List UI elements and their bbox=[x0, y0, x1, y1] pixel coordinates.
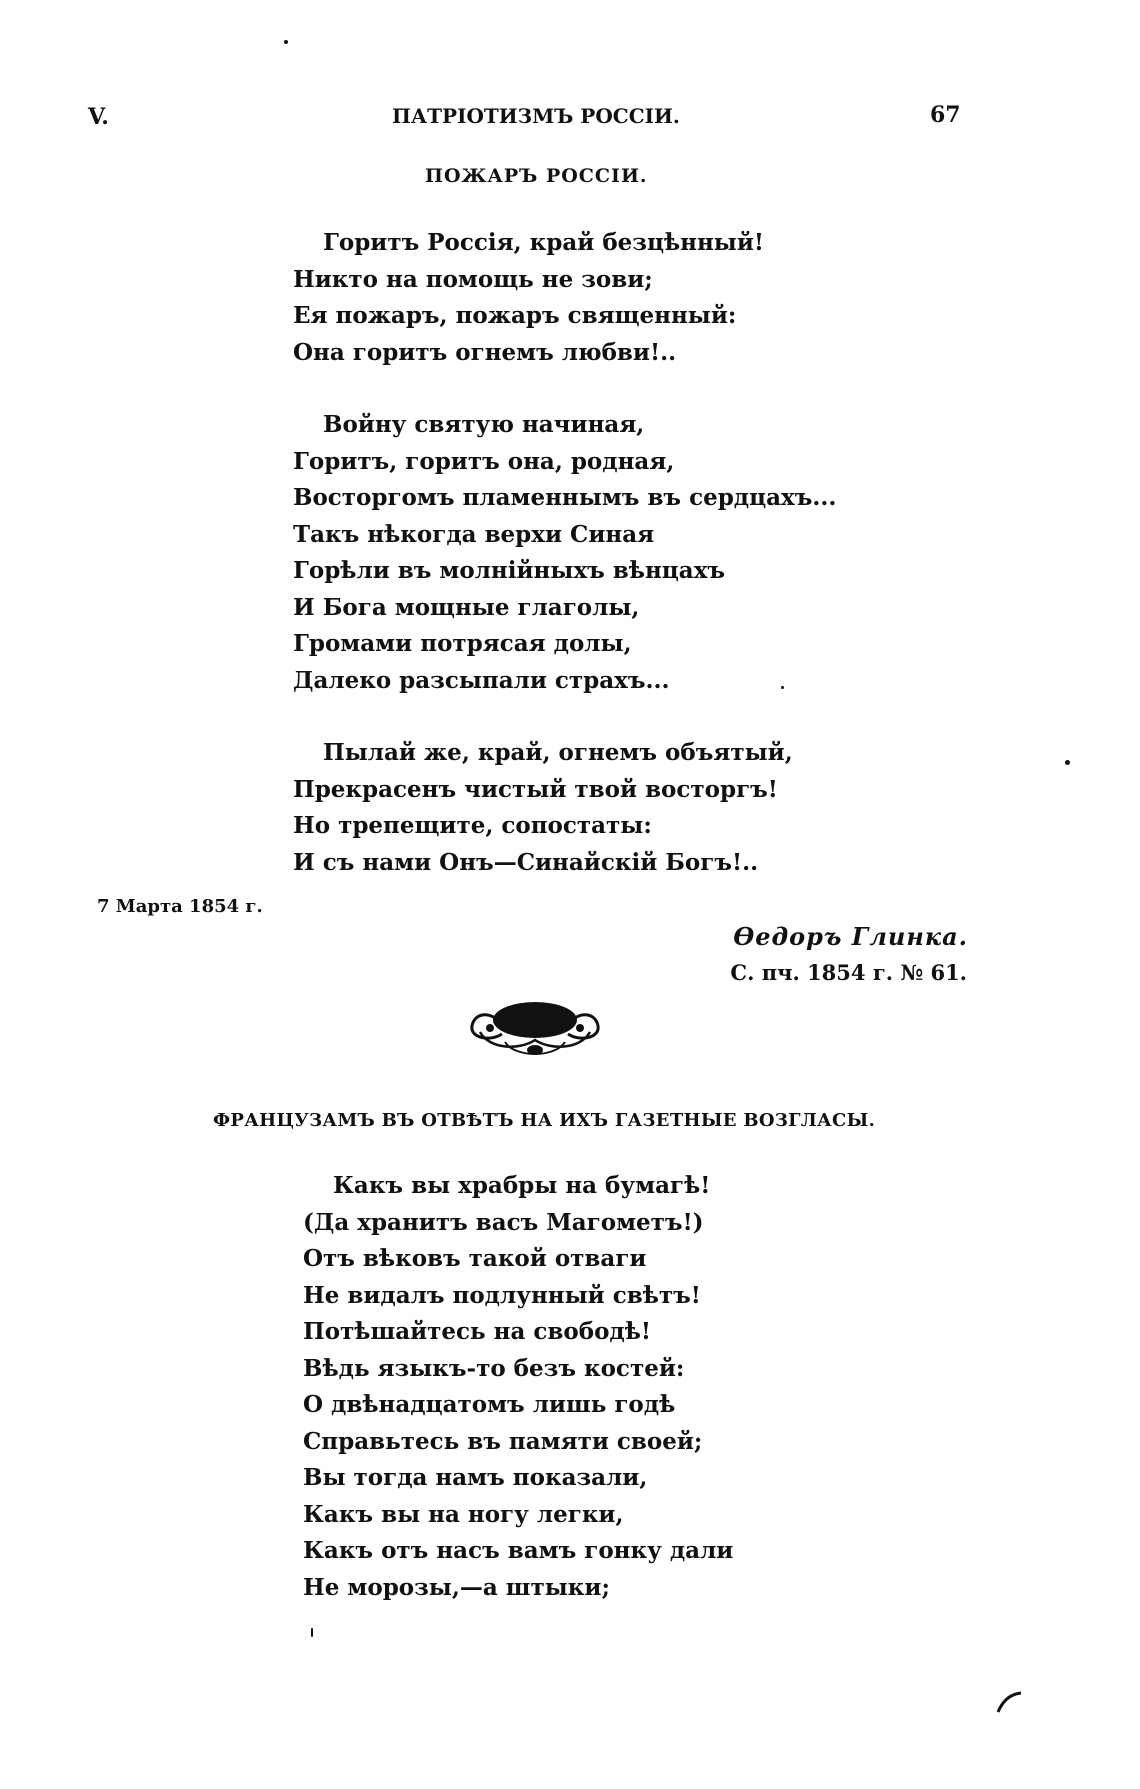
verse-line: И Бога мощные глаголы, bbox=[293, 593, 640, 621]
scan-speck bbox=[1065, 760, 1070, 765]
verse-line: Пылай же, край, огнемъ объятый, bbox=[323, 739, 793, 766]
verse-line: И съ нами Онъ—Синайскій Богъ!.. bbox=[293, 848, 759, 876]
verse-line: Вы тогда намъ показали, bbox=[303, 1464, 648, 1491]
verse-line: Справьтесь въ памяти своей; bbox=[303, 1427, 703, 1455]
verse-line: Вѣдь языкъ-то безъ костей: bbox=[303, 1354, 685, 1382]
verse-line: Горѣли въ молнійныхъ вѣнцахъ bbox=[293, 557, 726, 584]
section-number: V. bbox=[88, 104, 109, 130]
scan-speck bbox=[311, 1628, 313, 1637]
verse-line: Потѣшайтесь на свободѣ! bbox=[303, 1318, 652, 1345]
poem-title: ФРАНЦУЗАМЪ ВЪ ОТВѢТЪ НА ИХЪ ГАЗЕТНЫЕ ВОЗГЛАСЫ. bbox=[213, 1110, 876, 1131]
floral-vignette-icon bbox=[460, 992, 610, 1062]
poem-body bbox=[293, 225, 836, 917]
verse-line: Никто на помощь не зови; bbox=[293, 265, 653, 293]
poem-author: Ѳедоръ Глинка. bbox=[733, 922, 968, 951]
verse-line: Горитъ, горитъ она, родная, bbox=[293, 447, 675, 475]
verse-line: Восторгомъ пламеннымъ въ сердцахъ... bbox=[293, 484, 837, 511]
verse-line: Горитъ Россія, край безцѣнный! bbox=[323, 229, 765, 256]
stanza bbox=[293, 407, 836, 699]
stanza bbox=[293, 225, 836, 371]
poem-source: С. пч. 1854 г. № 61. bbox=[730, 960, 967, 985]
verse-line: Какъ вы храбры на бумагѣ! bbox=[333, 1172, 711, 1199]
stanza bbox=[293, 735, 836, 881]
poem-body bbox=[303, 1168, 733, 1606]
scan-mark bbox=[995, 1690, 1025, 1714]
scan-speck bbox=[284, 40, 288, 44]
poem-title: ПОЖАРЪ РОССІИ. bbox=[425, 165, 648, 187]
page-number: 67 bbox=[930, 102, 961, 128]
running-title: ПАТРІОТИЗМЪ РОССІИ. bbox=[392, 104, 680, 128]
verse-line: Войну святую начиная, bbox=[323, 411, 645, 438]
verse-line: (Да хранитъ васъ Магометъ!) bbox=[303, 1208, 704, 1236]
verse-line: Не видалъ подлунный свѣтъ! bbox=[303, 1281, 701, 1309]
verse-line: Такъ нѣкогда верхи Синая bbox=[293, 520, 655, 548]
verse-line: Ея пожаръ, пожаръ священный: bbox=[293, 302, 737, 329]
verse-line: Какъ вы на ногу легки, bbox=[303, 1500, 624, 1528]
verse-line: Отъ вѣковъ такой отваги bbox=[303, 1245, 647, 1272]
verse-line: Но трепещите, сопостаты: bbox=[293, 812, 652, 839]
verse-line: О двѣнадцатомъ лишь годѣ bbox=[303, 1391, 676, 1418]
verse-line: Прекрасенъ чистый твой восторгъ! bbox=[293, 775, 778, 803]
verse-line: Далеко разсыпали страхъ... bbox=[293, 666, 670, 694]
scan-speck bbox=[781, 686, 784, 689]
poem-date: 7 Марта 1854 г. bbox=[97, 896, 263, 917]
verse-line: Она горитъ огнемъ любви!.. bbox=[293, 338, 677, 366]
verse-line: Какъ отъ насъ вамъ гонку дали bbox=[303, 1537, 734, 1564]
verse-line: Не морозы,—а штыки; bbox=[303, 1573, 610, 1601]
verse-line: Громами потрясая долы, bbox=[293, 630, 632, 657]
